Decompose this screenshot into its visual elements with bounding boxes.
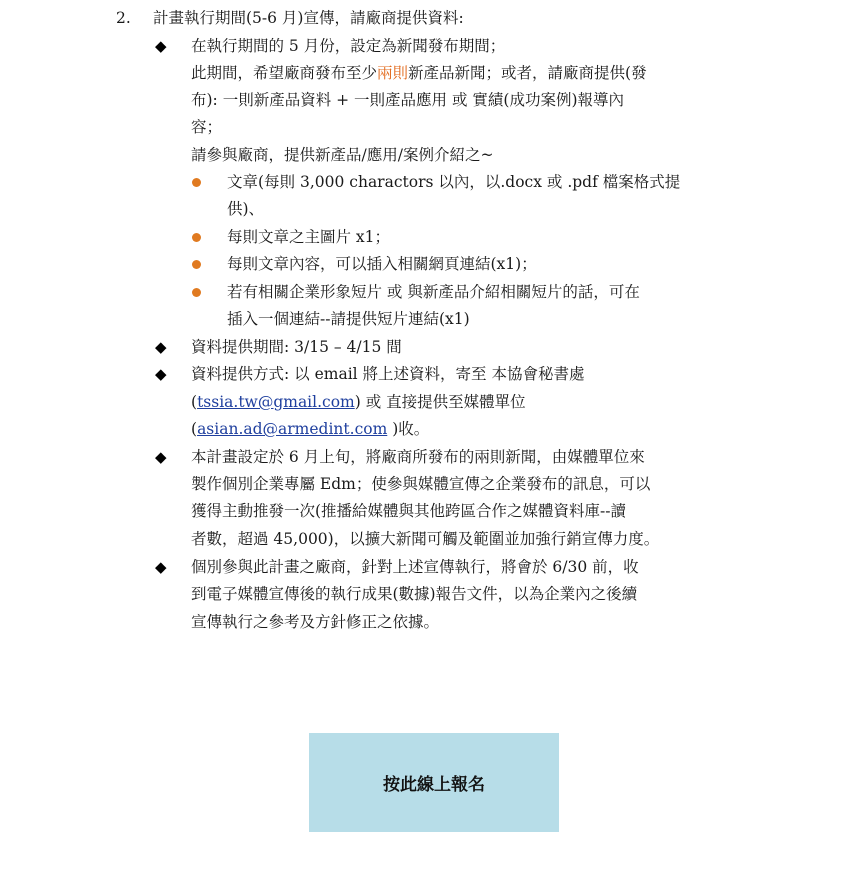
subitem1-line1: 文章(每則 3,000 charactors 以內，以.docx 或 .pdf 檔案格式提 <box>227 173 681 191</box>
subitem4-line1: 若有相關企業形象短片 或 與新產品介紹相關短片的話，可在 <box>227 283 640 301</box>
bullet1-line2-pre: 此期間，希望廠商發布至少 <box>191 64 378 82</box>
diamond-bullet-icon: ◆ <box>155 338 167 356</box>
bullet3-line3-post: )收。 <box>387 420 430 438</box>
bullet3-line2-post: ) 或 直接提供至媒體單位 <box>354 393 526 411</box>
email-link-asian-ad[interactable]: asian.ad@armedint.com <box>197 420 388 438</box>
diamond-bullet-icon: ◆ <box>155 37 167 55</box>
bullet2-line1: 資料提供期間: 3/15 – 4/15 間 <box>191 338 402 356</box>
bullet3-line3 <box>191 419 429 439</box>
bullet5-line1: 個別參與此計畫之廠商，針對上述宣傳執行，將會於 6/30 前，收 <box>191 558 639 576</box>
bullet1-line4: 容； <box>191 118 223 136</box>
section-heading: 計畫執行期間(5-6 月)宣傳，請廠商提供資料: <box>153 9 464 27</box>
subitem2-line1: 每則文章之主圖片 x1； <box>227 228 391 246</box>
bullet5-line2: 到電子媒體宣傳後的執行成果(數據)報告文件，以為企業內之後續 <box>191 585 638 603</box>
subitem4-line2: 插入一個連結--請提供短片連結(x1) <box>227 310 470 328</box>
bullet4-line2: 製作個別企業專屬 Edm；使參與媒體宣傳之企業發布的訊息，可以 <box>191 475 651 493</box>
section-number: 2. <box>116 9 131 27</box>
bullet4-line1: 本計畫設定於 6 月上旬，將廠商所發布的兩則新聞，由媒體單位來 <box>191 448 645 466</box>
paren-open: ( <box>191 420 198 438</box>
bullet4-line3: 獲得主動推發一次(推播給媒體與其他跨區合作之媒體資料庫--讀 <box>191 502 627 520</box>
bullet3-line1: 資料提供方式: 以 email 將上述資料，寄至 本協會秘書處 <box>191 365 585 383</box>
bullet1-line1: 在執行期間的 5 月份，設定為新聞發布期間； <box>191 37 506 55</box>
bullet3-line2 <box>191 392 526 412</box>
orange-dot-icon <box>192 260 201 269</box>
orange-dot-icon <box>192 233 201 242</box>
email-link-tssia[interactable]: tssia.tw@gmail.com <box>197 393 355 411</box>
register-online-button[interactable] <box>309 733 559 832</box>
bullet1-line2-post: 新產品新聞；或者，請廠商提供(發 <box>408 64 647 82</box>
subitem3-line1: 每則文章內容，可以插入相關網頁連結(x1)； <box>227 255 537 273</box>
subitem1-line2: 供)、 <box>227 200 265 218</box>
bullet1-line3: 布): 一則新產品資料 + 一則產品應用 或 實績(成功案例)報導內 <box>191 91 624 109</box>
paren-open: ( <box>191 393 198 411</box>
diamond-bullet-icon: ◆ <box>155 558 167 576</box>
register-button-label: 按此線上報名 <box>383 775 485 795</box>
orange-dot-icon <box>192 288 201 297</box>
bullet1-line2 <box>191 63 647 83</box>
highlight-text: 兩則 <box>377 64 409 82</box>
orange-dot-icon <box>192 178 201 187</box>
diamond-bullet-icon: ◆ <box>155 448 167 466</box>
bullet5-line3: 宣傳執行之參考及方針修正之依據。 <box>191 613 440 631</box>
diamond-bullet-icon: ◆ <box>155 365 167 383</box>
bullet4-line4: 者數，超過 45,000)，以擴大新聞可觸及範圍並加強行銷宣傳力度。 <box>191 530 660 548</box>
bullet1-line5: 請參與廠商，提供新產品/應用/案例介紹之~ <box>191 146 494 164</box>
